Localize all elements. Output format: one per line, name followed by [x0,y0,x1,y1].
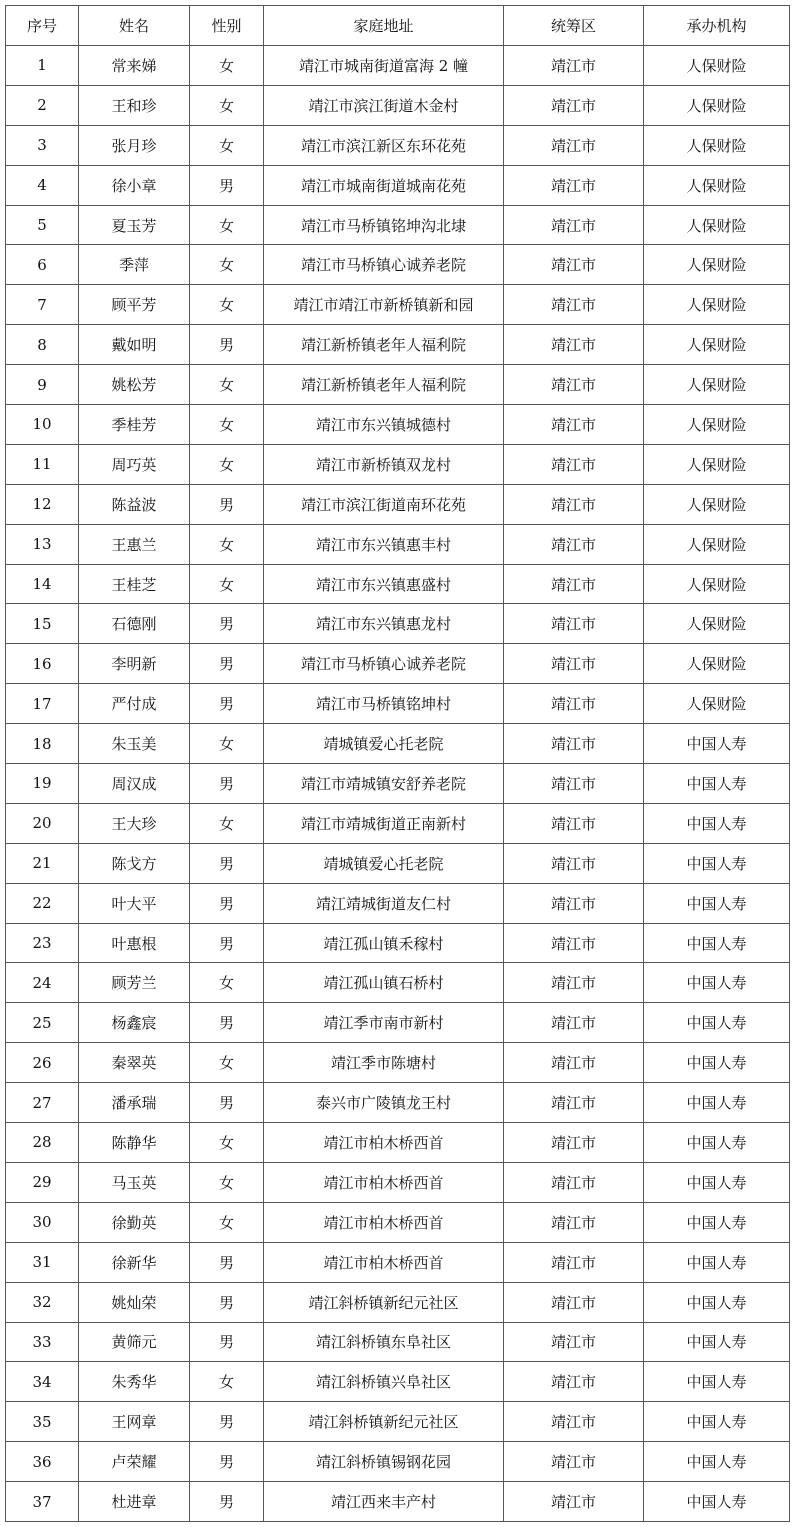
cell-name: 杜进章 [79,1482,190,1522]
cell-serial-number: 8 [6,325,79,365]
cell-serial-number: 16 [6,644,79,684]
cell-name: 王惠兰 [79,524,190,564]
cell-gender: 女 [190,365,264,405]
cell-name: 马玉英 [79,1162,190,1202]
cell-serial-number: 19 [6,764,79,804]
cell-home-address: 靖江市新桥镇双龙村 [264,444,504,484]
table-row [6,1402,790,1442]
cell-pooling-region: 靖江市 [504,1003,644,1043]
cell-insurer: 中国人寿 [644,1322,790,1362]
table-row [6,325,790,365]
cell-serial-number: 1 [6,46,79,86]
cell-serial-number: 30 [6,1202,79,1242]
cell-insurer: 中国人寿 [644,883,790,923]
cell-name: 季萍 [79,245,190,285]
cell-name: 张月珍 [79,125,190,165]
cell-pooling-region: 靖江市 [504,1362,644,1402]
table-row [6,125,790,165]
cell-gender: 女 [190,125,264,165]
cell-name: 戴如明 [79,325,190,365]
cell-home-address: 靖江市靖城镇安舒养老院 [264,764,504,804]
cell-gender: 女 [190,524,264,564]
cell-insurer: 中国人寿 [644,1162,790,1202]
cell-serial-number: 20 [6,803,79,843]
cell-home-address: 靖江孤山镇石桥村 [264,963,504,1003]
header-name: 姓名 [79,6,190,46]
cell-serial-number: 29 [6,1162,79,1202]
table-row [6,1322,790,1362]
table-row [6,444,790,484]
cell-gender: 女 [190,1362,264,1402]
cell-insurer: 中国人寿 [644,1242,790,1282]
table-row [6,285,790,325]
table-row [6,365,790,405]
cell-home-address: 靖江市柏木桥西首 [264,1123,504,1163]
cell-pooling-region: 靖江市 [504,1202,644,1242]
cell-pooling-region: 靖江市 [504,564,644,604]
cell-home-address: 靖江市城南街道城南花苑 [264,165,504,205]
cell-gender: 女 [190,1162,264,1202]
table-row [6,1482,790,1522]
table-row [6,1442,790,1482]
cell-insurer: 人保财险 [644,684,790,724]
cell-name: 叶大平 [79,883,190,923]
cell-serial-number: 26 [6,1043,79,1083]
cell-serial-number: 2 [6,85,79,125]
cell-name: 季桂芳 [79,405,190,445]
cell-gender: 女 [190,963,264,1003]
cell-home-address: 泰兴市广陵镇龙王村 [264,1083,504,1123]
cell-gender: 男 [190,165,264,205]
cell-serial-number: 36 [6,1442,79,1482]
cell-pooling-region: 靖江市 [504,724,644,764]
cell-name: 朱秀华 [79,1362,190,1402]
cell-serial-number: 33 [6,1322,79,1362]
cell-gender: 女 [190,205,264,245]
cell-serial-number: 13 [6,524,79,564]
cell-insurer: 人保财险 [644,644,790,684]
cell-pooling-region: 靖江市 [504,843,644,883]
cell-pooling-region: 靖江市 [504,1162,644,1202]
cell-gender: 男 [190,325,264,365]
cell-pooling-region: 靖江市 [504,1242,644,1282]
cell-home-address: 靖江新桥镇老年人福利院 [264,325,504,365]
cell-gender: 男 [190,1402,264,1442]
cell-gender: 男 [190,1242,264,1282]
cell-insurer: 人保财险 [644,564,790,604]
cell-gender: 女 [190,285,264,325]
table-row [6,883,790,923]
table-row [6,644,790,684]
cell-insurer: 中国人寿 [644,803,790,843]
table-row [6,524,790,564]
cell-pooling-region: 靖江市 [504,1123,644,1163]
cell-home-address: 靖江市城南街道富海 2 幢 [264,46,504,86]
table-row [6,803,790,843]
cell-name: 陈戈方 [79,843,190,883]
cell-pooling-region: 靖江市 [504,405,644,445]
cell-pooling-region: 靖江市 [504,444,644,484]
cell-pooling-region: 靖江市 [504,85,644,125]
table-row [6,1123,790,1163]
cell-insurer: 人保财险 [644,46,790,86]
cell-pooling-region: 靖江市 [504,285,644,325]
cell-serial-number: 15 [6,604,79,644]
cell-name: 秦翠英 [79,1043,190,1083]
cell-home-address: 靖江市马桥镇铭坤沟北埭 [264,205,504,245]
cell-serial-number: 35 [6,1402,79,1442]
cell-serial-number: 32 [6,1282,79,1322]
cell-insurer: 人保财险 [644,524,790,564]
cell-insurer: 中国人寿 [644,1123,790,1163]
table-row [6,1043,790,1083]
cell-home-address: 靖城镇爱心托老院 [264,843,504,883]
cell-home-address: 靖江市东兴镇惠龙村 [264,604,504,644]
cell-home-address: 靖江靖城街道友仁村 [264,883,504,923]
cell-serial-number: 21 [6,843,79,883]
table-row [6,923,790,963]
table-row [6,1083,790,1123]
cell-insurer: 人保财险 [644,365,790,405]
header-pooling-region: 统筹区 [504,6,644,46]
cell-home-address: 靖江市滨江街道南环花苑 [264,484,504,524]
header-home-address: 家庭地址 [264,6,504,46]
cell-home-address: 靖江市马桥镇铭坤村 [264,684,504,724]
cell-gender: 女 [190,46,264,86]
cell-gender: 男 [190,1322,264,1362]
cell-insurer: 中国人寿 [644,764,790,804]
cell-insurer: 中国人寿 [644,1083,790,1123]
cell-serial-number: 25 [6,1003,79,1043]
cell-name: 王桂芝 [79,564,190,604]
cell-serial-number: 23 [6,923,79,963]
table-row [6,165,790,205]
cell-gender: 男 [190,764,264,804]
cell-home-address: 靖江市东兴镇惠丰村 [264,524,504,564]
cell-name: 姚松芳 [79,365,190,405]
cell-pooling-region: 靖江市 [504,245,644,285]
cell-home-address: 靖江孤山镇禾稼村 [264,923,504,963]
table-row [6,484,790,524]
cell-pooling-region: 靖江市 [504,484,644,524]
cell-serial-number: 27 [6,1083,79,1123]
cell-name: 夏玉芳 [79,205,190,245]
cell-name: 卢荣耀 [79,1442,190,1482]
header-serial-number: 序号 [6,6,79,46]
cell-name: 王和珍 [79,85,190,125]
cell-pooling-region: 靖江市 [504,684,644,724]
cell-name: 周巧英 [79,444,190,484]
cell-serial-number: 37 [6,1482,79,1522]
cell-name: 周汉成 [79,764,190,804]
cell-home-address: 靖江季市南市新村 [264,1003,504,1043]
cell-insurer: 人保财险 [644,245,790,285]
cell-gender: 女 [190,1043,264,1083]
cell-serial-number: 17 [6,684,79,724]
cell-gender: 男 [190,1083,264,1123]
cell-gender: 女 [190,245,264,285]
cell-home-address: 靖江斜桥镇兴阜社区 [264,1362,504,1402]
table-row [6,1362,790,1402]
cell-name: 徐勤英 [79,1202,190,1242]
cell-name: 李明新 [79,644,190,684]
cell-name: 陈静华 [79,1123,190,1163]
table-row [6,205,790,245]
cell-home-address: 靖江市滨江新区东环花苑 [264,125,504,165]
cell-serial-number: 34 [6,1362,79,1402]
cell-pooling-region: 靖江市 [504,325,644,365]
table-row [6,405,790,445]
cell-gender: 女 [190,85,264,125]
cell-insurer: 中国人寿 [644,724,790,764]
cell-insurer: 中国人寿 [644,963,790,1003]
cell-insurer: 中国人寿 [644,1003,790,1043]
cell-pooling-region: 靖江市 [504,644,644,684]
cell-insurer: 人保财险 [644,85,790,125]
table-row [6,46,790,86]
table-row [6,1003,790,1043]
cell-pooling-region: 靖江市 [504,1482,644,1522]
cell-pooling-region: 靖江市 [504,803,644,843]
cell-insurer: 人保财险 [644,165,790,205]
cell-home-address: 靖江新桥镇老年人福利院 [264,365,504,405]
cell-serial-number: 22 [6,883,79,923]
cell-serial-number: 3 [6,125,79,165]
cell-name: 徐小章 [79,165,190,205]
cell-pooling-region: 靖江市 [504,1282,644,1322]
cell-name: 叶惠根 [79,923,190,963]
cell-name: 潘承瑞 [79,1083,190,1123]
cell-pooling-region: 靖江市 [504,205,644,245]
cell-gender: 女 [190,405,264,445]
cell-pooling-region: 靖江市 [504,125,644,165]
cell-insurer: 中国人寿 [644,1482,790,1522]
cell-serial-number: 10 [6,405,79,445]
cell-home-address: 靖江季市陈塘村 [264,1043,504,1083]
cell-gender: 男 [190,843,264,883]
cell-home-address: 靖江市柏木桥西首 [264,1202,504,1242]
cell-pooling-region: 靖江市 [504,365,644,405]
cell-insurer: 人保财险 [644,285,790,325]
cell-home-address: 靖江市靖城街道正南新村 [264,803,504,843]
cell-pooling-region: 靖江市 [504,604,644,644]
cell-home-address: 靖江市马桥镇心诚养老院 [264,644,504,684]
cell-home-address: 靖江市滨江街道木金村 [264,85,504,125]
cell-serial-number: 31 [6,1242,79,1282]
cell-gender: 女 [190,444,264,484]
cell-gender: 男 [190,644,264,684]
cell-name: 黄筛元 [79,1322,190,1362]
cell-name: 王网章 [79,1402,190,1442]
table-row [6,604,790,644]
cell-insurer: 中国人寿 [644,843,790,883]
cell-gender: 男 [190,1482,264,1522]
cell-serial-number: 7 [6,285,79,325]
cell-pooling-region: 靖江市 [504,46,644,86]
cell-gender: 男 [190,883,264,923]
cell-insurer: 中国人寿 [644,1442,790,1482]
cell-insurer: 中国人寿 [644,1282,790,1322]
cell-insurer: 中国人寿 [644,1402,790,1442]
cell-insurer: 人保财险 [644,484,790,524]
cell-home-address: 靖城镇爱心托老院 [264,724,504,764]
cell-gender: 男 [190,1003,264,1043]
cell-pooling-region: 靖江市 [504,165,644,205]
cell-home-address: 靖江西来丰产村 [264,1482,504,1522]
table-row [6,564,790,604]
table-row [6,684,790,724]
roster-table [5,5,790,1522]
cell-home-address: 靖江斜桥镇东阜社区 [264,1322,504,1362]
cell-home-address: 靖江斜桥镇新纪元社区 [264,1282,504,1322]
cell-insurer: 人保财险 [644,125,790,165]
cell-name: 石德刚 [79,604,190,644]
cell-home-address: 靖江斜桥镇锡钢花园 [264,1442,504,1482]
cell-serial-number: 14 [6,564,79,604]
cell-name: 常来娣 [79,46,190,86]
cell-insurer: 人保财险 [644,205,790,245]
cell-pooling-region: 靖江市 [504,1442,644,1482]
cell-name: 王大珍 [79,803,190,843]
cell-pooling-region: 靖江市 [504,1322,644,1362]
table-row [6,1282,790,1322]
cell-serial-number: 28 [6,1123,79,1163]
cell-name: 杨鑫宸 [79,1003,190,1043]
cell-pooling-region: 靖江市 [504,1043,644,1083]
cell-gender: 女 [190,1202,264,1242]
cell-name: 陈益波 [79,484,190,524]
cell-home-address: 靖江市柏木桥西首 [264,1162,504,1202]
cell-insurer: 中国人寿 [644,1043,790,1083]
cell-serial-number: 18 [6,724,79,764]
table-body [6,46,790,1522]
cell-insurer: 人保财险 [644,325,790,365]
table-header-row [6,6,790,46]
cell-insurer: 中国人寿 [644,1362,790,1402]
cell-pooling-region: 靖江市 [504,1402,644,1442]
cell-serial-number: 12 [6,484,79,524]
table-row [6,1242,790,1282]
cell-name: 徐新华 [79,1242,190,1282]
cell-gender: 男 [190,484,264,524]
cell-serial-number: 11 [6,444,79,484]
header-insurer: 承办机构 [644,6,790,46]
table-row [6,1202,790,1242]
cell-insurer: 中国人寿 [644,923,790,963]
cell-gender: 女 [190,1123,264,1163]
cell-home-address: 靖江市柏木桥西首 [264,1242,504,1282]
cell-serial-number: 24 [6,963,79,1003]
cell-insurer: 中国人寿 [644,1202,790,1242]
cell-insurer: 人保财险 [644,405,790,445]
cell-gender: 男 [190,604,264,644]
table-row [6,764,790,804]
cell-home-address: 靖江市马桥镇心诚养老院 [264,245,504,285]
cell-serial-number: 5 [6,205,79,245]
cell-name: 朱玉美 [79,724,190,764]
table-row [6,1162,790,1202]
table-row [6,963,790,1003]
table-row [6,245,790,285]
table-row [6,843,790,883]
cell-serial-number: 9 [6,365,79,405]
cell-pooling-region: 靖江市 [504,764,644,804]
header-gender: 性别 [190,6,264,46]
cell-name: 严付成 [79,684,190,724]
table-row [6,724,790,764]
cell-pooling-region: 靖江市 [504,963,644,1003]
cell-gender: 男 [190,684,264,724]
cell-home-address: 靖江市东兴镇惠盛村 [264,564,504,604]
cell-home-address: 靖江斜桥镇新纪元社区 [264,1402,504,1442]
cell-home-address: 靖江市东兴镇城德村 [264,405,504,445]
cell-pooling-region: 靖江市 [504,883,644,923]
cell-name: 顾平芳 [79,285,190,325]
cell-name: 姚灿荣 [79,1282,190,1322]
cell-insurer: 人保财险 [644,444,790,484]
cell-pooling-region: 靖江市 [504,524,644,564]
cell-serial-number: 6 [6,245,79,285]
cell-insurer: 人保财险 [644,604,790,644]
cell-serial-number: 4 [6,165,79,205]
cell-gender: 女 [190,724,264,764]
table-row [6,85,790,125]
cell-gender: 男 [190,923,264,963]
cell-gender: 女 [190,803,264,843]
cell-pooling-region: 靖江市 [504,923,644,963]
cell-gender: 男 [190,1442,264,1482]
cell-home-address: 靖江市靖江市新桥镇新和园 [264,285,504,325]
cell-name: 顾芳兰 [79,963,190,1003]
cell-gender: 女 [190,564,264,604]
cell-pooling-region: 靖江市 [504,1083,644,1123]
cell-gender: 男 [190,1282,264,1322]
